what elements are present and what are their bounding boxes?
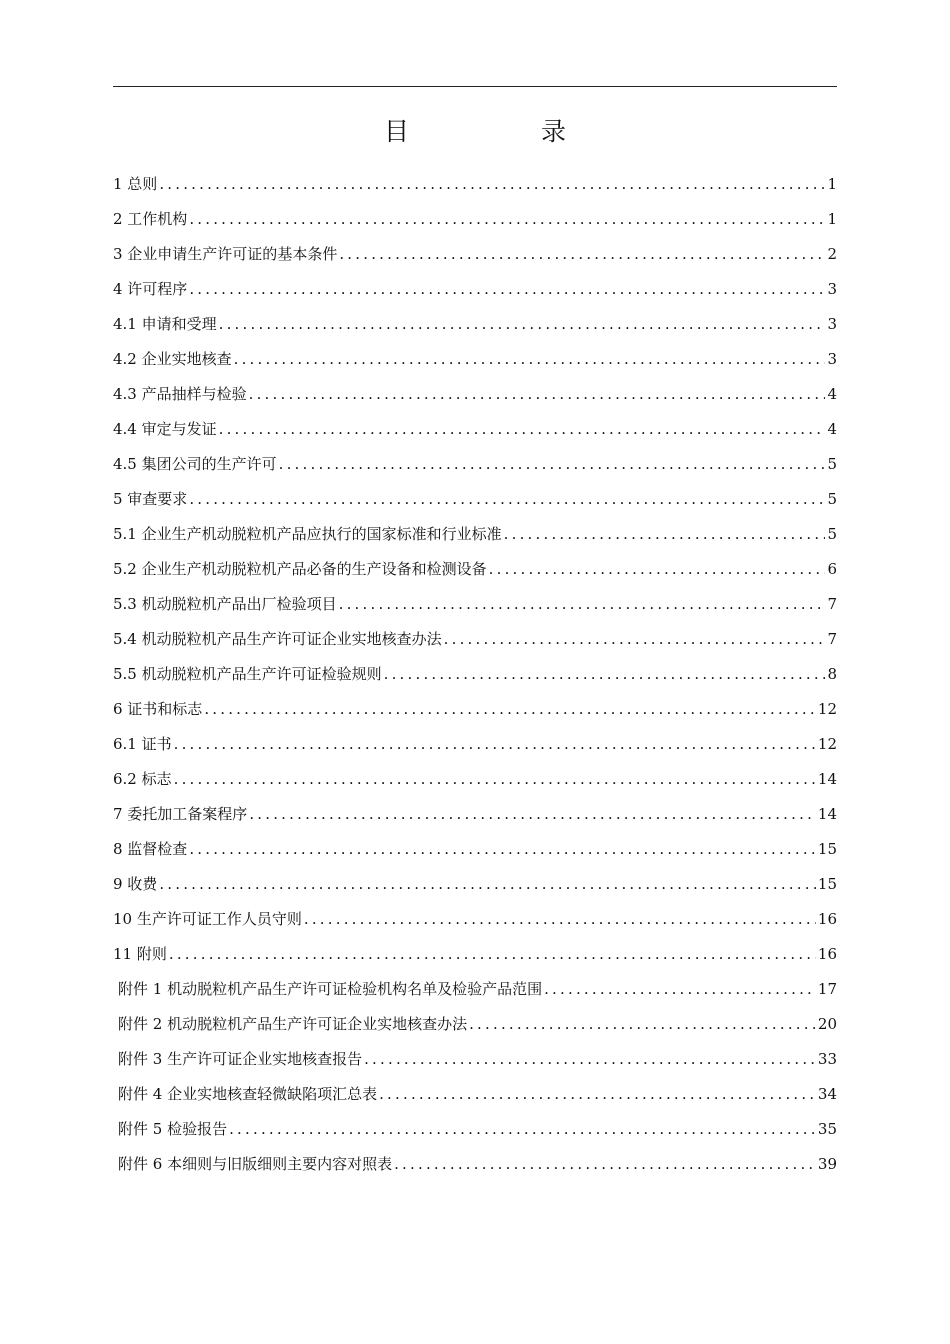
toc-dot-leader — [394, 1147, 816, 1182]
toc-entry-label: 9 收费 — [113, 875, 158, 893]
toc-entry-label: 11 附则 — [113, 945, 167, 963]
toc-dot-leader — [544, 972, 816, 1007]
toc-entry-label: 5.3 机动脱粒机产品出厂检验项目 — [113, 595, 337, 613]
toc-entry-page: 5 — [827, 490, 837, 508]
toc-entry[interactable] — [113, 587, 837, 622]
toc-entry-page: 4 — [827, 385, 837, 403]
toc-entry[interactable] — [113, 1007, 837, 1042]
toc-entry[interactable] — [113, 202, 837, 237]
toc-entry-page: 7 — [827, 630, 837, 648]
toc-dot-leader — [189, 482, 825, 517]
toc-entry-page: 17 — [817, 980, 837, 998]
toc-entry[interactable] — [113, 342, 837, 377]
toc-entry-page: 12 — [817, 735, 837, 753]
toc-entry-page: 20 — [817, 1015, 837, 1033]
toc-entry-page: 15 — [817, 875, 837, 893]
toc-entry[interactable] — [113, 902, 837, 937]
toc-dot-leader — [504, 517, 826, 552]
toc-entry-label: 5 审查要求 — [113, 490, 188, 508]
toc-entry[interactable] — [113, 167, 837, 202]
toc-dot-leader — [384, 657, 826, 692]
toc-entry[interactable] — [113, 832, 837, 867]
toc-dot-leader — [279, 447, 826, 482]
toc-entry[interactable] — [113, 657, 837, 692]
toc-entry[interactable] — [113, 692, 837, 727]
toc-entry[interactable] — [113, 272, 837, 307]
toc-entry-page: 35 — [817, 1120, 837, 1138]
toc-entry[interactable] — [113, 412, 837, 447]
toc-dot-leader — [159, 867, 816, 902]
toc-entry-page: 8 — [827, 665, 837, 683]
toc-dot-leader — [339, 237, 825, 272]
toc-entry[interactable] — [113, 377, 837, 412]
toc-entry-page: 5 — [827, 525, 837, 543]
toc-entry-label: 附件 6 本细则与旧版细则主要内容对照表 — [118, 1155, 393, 1173]
toc-entry[interactable] — [113, 867, 837, 902]
toc-dot-leader — [219, 412, 826, 447]
toc-entry-label: 1 总则 — [113, 175, 158, 193]
toc-entry[interactable] — [113, 1112, 837, 1147]
toc-entry-label: 6 证书和标志 — [113, 700, 203, 718]
toc-entry-label: 5.1 企业生产机动脱粒机产品应执行的国家标准和行业标准 — [113, 525, 502, 543]
toc-dot-leader — [174, 727, 816, 762]
toc-entry-page: 15 — [817, 840, 837, 858]
toc-entry-page: 1 — [827, 210, 837, 228]
toc-entry-label: 4.4 审定与发证 — [113, 420, 217, 438]
toc-entry-label: 附件 3 生产许可证企业实地核查报告 — [118, 1050, 363, 1068]
toc-entry-page: 14 — [817, 770, 837, 788]
toc-entry-page: 3 — [827, 315, 837, 333]
toc-entry-page: 1 — [827, 175, 837, 193]
toc-entry-label: 4.3 产品抽样与检验 — [113, 385, 247, 403]
toc-entry[interactable] — [113, 307, 837, 342]
toc-entry[interactable] — [113, 1042, 837, 1077]
toc-entry[interactable] — [113, 447, 837, 482]
toc-dot-leader — [189, 202, 825, 237]
toc-entry-page: 7 — [827, 595, 837, 613]
toc-entry-page: 33 — [817, 1050, 837, 1068]
toc-entry-page: 16 — [817, 910, 837, 928]
toc-dot-leader — [189, 832, 816, 867]
toc-entry-label: 4.5 集团公司的生产许可 — [113, 455, 277, 473]
toc-dot-leader — [304, 902, 816, 937]
toc-entry-label: 附件 5 检验报告 — [118, 1120, 228, 1138]
toc-dot-leader — [229, 1112, 816, 1147]
toc-entry[interactable] — [113, 1147, 837, 1182]
toc-entry[interactable] — [113, 972, 837, 1007]
toc-entry-page: 39 — [817, 1155, 837, 1173]
toc-entry-label: 附件 2 机动脱粒机产品生产许可证企业实地核查办法 — [118, 1015, 468, 1033]
toc-entry-page: 5 — [827, 455, 837, 473]
toc-entry-page: 34 — [817, 1085, 837, 1103]
toc-entry-page: 14 — [817, 805, 837, 823]
toc-entry-label: 5.2 企业生产机动脱粒机产品必备的生产设备和检测设备 — [113, 560, 487, 578]
toc-dot-leader — [364, 1042, 816, 1077]
toc-entry[interactable] — [113, 622, 837, 657]
toc-dot-leader — [489, 552, 826, 587]
toc-entry-page: 12 — [817, 700, 837, 718]
toc-entry-label: 4 许可程序 — [113, 280, 188, 298]
toc-entry[interactable] — [113, 727, 837, 762]
toc-dot-leader — [249, 797, 816, 832]
toc-entry-label: 4.2 企业实地核查 — [113, 350, 232, 368]
table-of-contents — [113, 167, 837, 1182]
toc-dot-leader — [219, 307, 826, 342]
toc-entry-page: 2 — [827, 245, 837, 263]
toc-entry-page: 4 — [827, 420, 837, 438]
toc-entry-label: 6.1 证书 — [113, 735, 172, 753]
toc-dot-leader — [204, 692, 816, 727]
toc-dot-leader — [189, 272, 825, 307]
toc-dot-leader — [159, 167, 825, 202]
toc-entry[interactable] — [113, 797, 837, 832]
toc-entry-label: 3 企业申请生产许可证的基本条件 — [113, 245, 338, 263]
page-title: 目 录 — [384, 117, 628, 146]
toc-entry-page: 3 — [827, 350, 837, 368]
toc-entry-page: 6 — [827, 560, 837, 578]
toc-entry-label: 8 监督检查 — [113, 840, 188, 858]
toc-entry-label: 6.2 标志 — [113, 770, 172, 788]
toc-dot-leader — [169, 937, 816, 972]
toc-entry[interactable] — [113, 937, 837, 972]
toc-dot-leader — [174, 762, 816, 797]
toc-dot-leader — [249, 377, 826, 412]
toc-dot-leader — [469, 1007, 816, 1042]
toc-entry[interactable] — [113, 237, 837, 272]
toc-entry-label: 10 生产许可证工作人员守则 — [113, 910, 302, 928]
toc-dot-leader — [339, 587, 826, 622]
toc-entry[interactable] — [113, 1077, 837, 1112]
toc-entry-label: 2 工作机构 — [113, 210, 188, 228]
toc-entry[interactable] — [113, 517, 837, 552]
toc-entry-page: 3 — [827, 280, 837, 298]
toc-entry[interactable] — [113, 482, 837, 517]
toc-entry-label: 附件 1 机动脱粒机产品生产许可证检验机构名单及检验产品范围 — [118, 980, 543, 998]
toc-entry-label: 7 委托加工备案程序 — [113, 805, 248, 823]
toc-entry-page: 16 — [817, 945, 837, 963]
toc-entry-label: 5.4 机动脱粒机产品生产许可证企业实地核查办法 — [113, 630, 442, 648]
header-rule — [113, 86, 837, 87]
toc-dot-leader — [234, 342, 826, 377]
toc-entry[interactable] — [113, 552, 837, 587]
toc-dot-leader — [444, 622, 826, 657]
toc-dot-leader — [379, 1077, 816, 1112]
toc-entry-label: 4.1 申请和受理 — [113, 315, 217, 333]
toc-entry-label: 5.5 机动脱粒机产品生产许可证检验规则 — [113, 665, 382, 683]
toc-entry[interactable] — [113, 762, 837, 797]
toc-entry-label: 附件 4 企业实地核查轻微缺陷项汇总表 — [118, 1085, 378, 1103]
